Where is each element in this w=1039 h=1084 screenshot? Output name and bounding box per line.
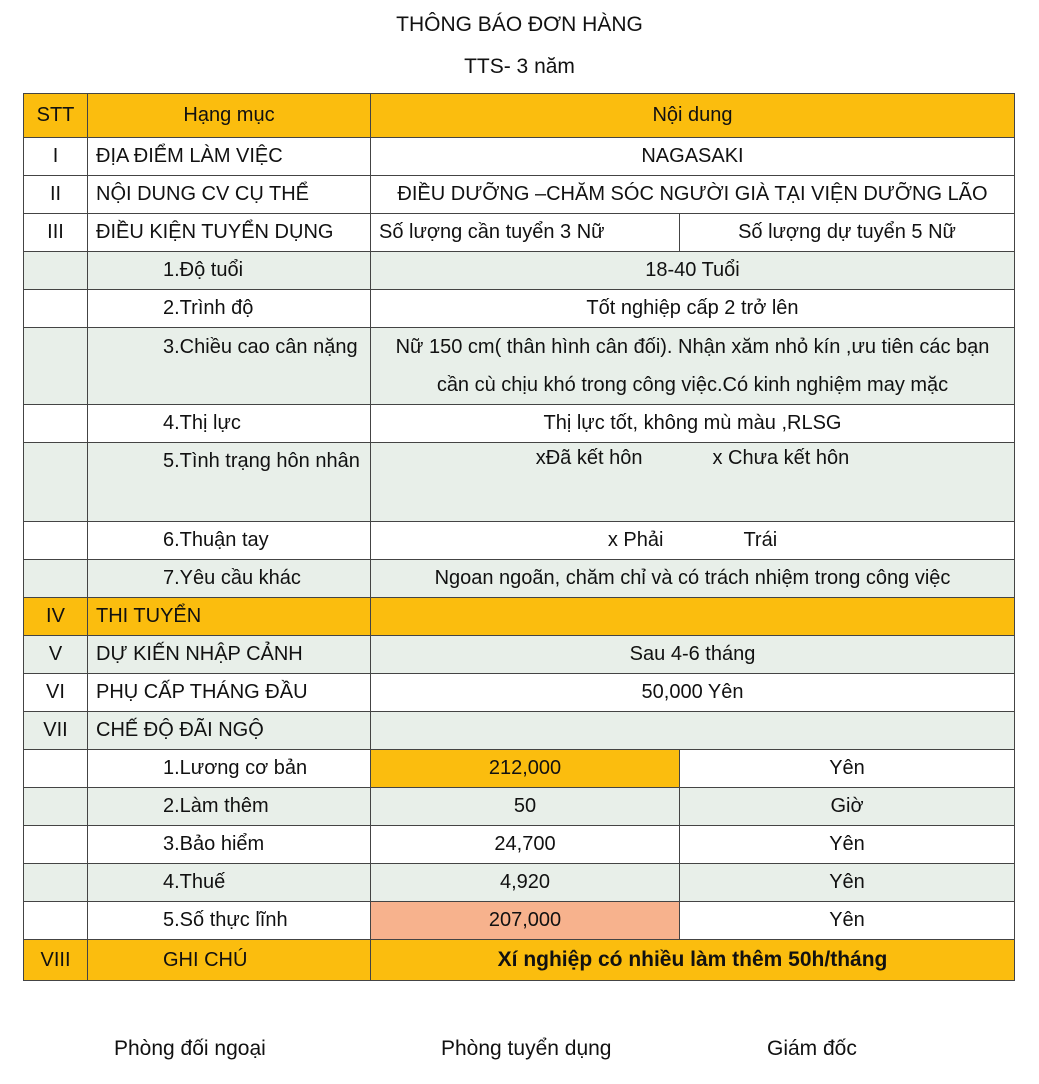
table-header-row bbox=[24, 94, 1015, 138]
row-value: 50,000 Yên bbox=[371, 674, 1015, 712]
row-label: 4.Thuế bbox=[88, 864, 371, 902]
row-label: 3.Bảo hiểm bbox=[88, 826, 371, 864]
row-value bbox=[371, 598, 1015, 636]
row-value: Thị lực tốt, không mù màu ,RLSG bbox=[371, 405, 1015, 443]
row-unit: Yên bbox=[680, 902, 1015, 940]
row-stt: VII bbox=[24, 712, 88, 750]
row-label: 3.Chiều cao cân nặng bbox=[88, 328, 371, 405]
document-title: THÔNG BÁO ĐƠN HÀNG bbox=[396, 13, 643, 36]
row-stt: III bbox=[24, 214, 88, 252]
row-label: 2.Làm thêm bbox=[88, 788, 371, 826]
row-label: 1.Lương cơ bản bbox=[88, 750, 371, 788]
marital-option-married: xĐã kết hôn bbox=[535, 447, 643, 469]
header-stt: STT bbox=[24, 94, 88, 138]
row-value: Xí nghiệp có nhiều làm thêm 50h/tháng bbox=[371, 940, 1015, 981]
table-row bbox=[24, 252, 1015, 290]
table-row bbox=[24, 636, 1015, 674]
row-unit: Yên bbox=[680, 750, 1015, 788]
row-stt: VIII bbox=[24, 940, 88, 981]
table-row bbox=[24, 902, 1015, 940]
row-value bbox=[371, 443, 1015, 522]
table-row bbox=[24, 176, 1015, 214]
document-subtitle: TTS- 3 năm bbox=[464, 55, 575, 78]
row-value: Ngoan ngoãn, chăm chỉ và có trách nhiệm trong công việc bbox=[371, 560, 1015, 598]
order-table bbox=[23, 93, 1015, 981]
row-unit: Giờ bbox=[680, 788, 1015, 826]
table-row bbox=[24, 328, 1015, 405]
table-row bbox=[24, 788, 1015, 826]
row-label: DỰ KIẾN NHẬP CẢNH bbox=[88, 636, 371, 674]
row-value: NAGASAKI bbox=[371, 138, 1015, 176]
table-row bbox=[24, 405, 1015, 443]
row-value: 212,000 bbox=[371, 750, 680, 788]
row-label: 2.Trình độ bbox=[88, 290, 371, 328]
table-row bbox=[24, 443, 1015, 522]
row-value: 4,920 bbox=[371, 864, 680, 902]
table-row bbox=[24, 864, 1015, 902]
row-label: 5.Tình trạng hôn nhân bbox=[88, 443, 371, 522]
row-value: ĐIỀU DƯỠNG –CHĂM SÓC NGƯỜI GIÀ TẠI VIỆN DƯỠNG LÃO bbox=[371, 176, 1015, 214]
row-stt: V bbox=[24, 636, 88, 674]
row-label: 4.Thị lực bbox=[88, 405, 371, 443]
row-label: THI TUYỂN bbox=[88, 598, 371, 636]
header-content: Nội dung bbox=[371, 94, 1015, 138]
row-stt: VI bbox=[24, 674, 88, 712]
row-label: 7.Yêu cầu khác bbox=[88, 560, 371, 598]
row-value-b: Số lượng dự tuyển 5 Nữ bbox=[680, 214, 1015, 252]
marital-option-single: x Chưa kết hôn bbox=[712, 447, 850, 469]
table-row bbox=[24, 138, 1015, 176]
row-label: 5.Số thực lĩnh bbox=[88, 902, 371, 940]
row-value bbox=[371, 522, 1015, 560]
row-stt: IV bbox=[24, 598, 88, 636]
table-row bbox=[24, 598, 1015, 636]
row-value: Sau 4-6 tháng bbox=[371, 636, 1015, 674]
hand-option-right: x Phải bbox=[607, 529, 664, 551]
table-row bbox=[24, 560, 1015, 598]
signature-foreign-affairs: Phòng đối ngoại bbox=[114, 1037, 266, 1060]
signature-recruitment: Phòng tuyển dụng bbox=[441, 1037, 612, 1060]
row-label: GHI CHÚ bbox=[88, 940, 371, 981]
table-row bbox=[24, 750, 1015, 788]
row-label: 1.Độ tuổi bbox=[88, 252, 371, 290]
table-row bbox=[24, 674, 1015, 712]
row-label: NỘI DUNG CV CỤ THỂ bbox=[88, 176, 371, 214]
row-stt: II bbox=[24, 176, 88, 214]
row-stt: I bbox=[24, 138, 88, 176]
header-category: Hạng mục bbox=[88, 94, 371, 138]
row-value: Nữ 150 cm( thân hình cân đối). Nhận xăm nhỏ kín ,ưu tiên các bạn cần cù chịu khó trong công việc.Có kinh nghiệm may mặc bbox=[371, 328, 1015, 405]
row-label: CHẾ ĐỘ ĐÃI NGỘ bbox=[88, 712, 371, 750]
row-value: 18-40 Tuổi bbox=[371, 252, 1015, 290]
table-row bbox=[24, 826, 1015, 864]
row-value: 24,700 bbox=[371, 826, 680, 864]
row-label: 6.Thuận tay bbox=[88, 522, 371, 560]
table-row bbox=[24, 940, 1015, 981]
signature-director: Giám đốc bbox=[767, 1037, 857, 1060]
row-unit: Yên bbox=[680, 864, 1015, 902]
row-value: 207,000 bbox=[371, 902, 680, 940]
row-unit: Yên bbox=[680, 826, 1015, 864]
row-label: ĐỊA ĐIỂM LÀM VIỆC bbox=[88, 138, 371, 176]
hand-option-left: Trái bbox=[743, 529, 778, 551]
row-label: PHỤ CẤP THÁNG ĐẦU bbox=[88, 674, 371, 712]
table-row bbox=[24, 290, 1015, 328]
table-row bbox=[24, 214, 1015, 252]
table-row bbox=[24, 712, 1015, 750]
row-value: Tốt nghiệp cấp 2 trở lên bbox=[371, 290, 1015, 328]
row-value: 50 bbox=[371, 788, 680, 826]
row-value-a: Số lượng cần tuyển 3 Nữ bbox=[371, 214, 680, 252]
row-label: ĐIỀU KIỆN TUYỂN DỤNG bbox=[88, 214, 371, 252]
table-row bbox=[24, 522, 1015, 560]
